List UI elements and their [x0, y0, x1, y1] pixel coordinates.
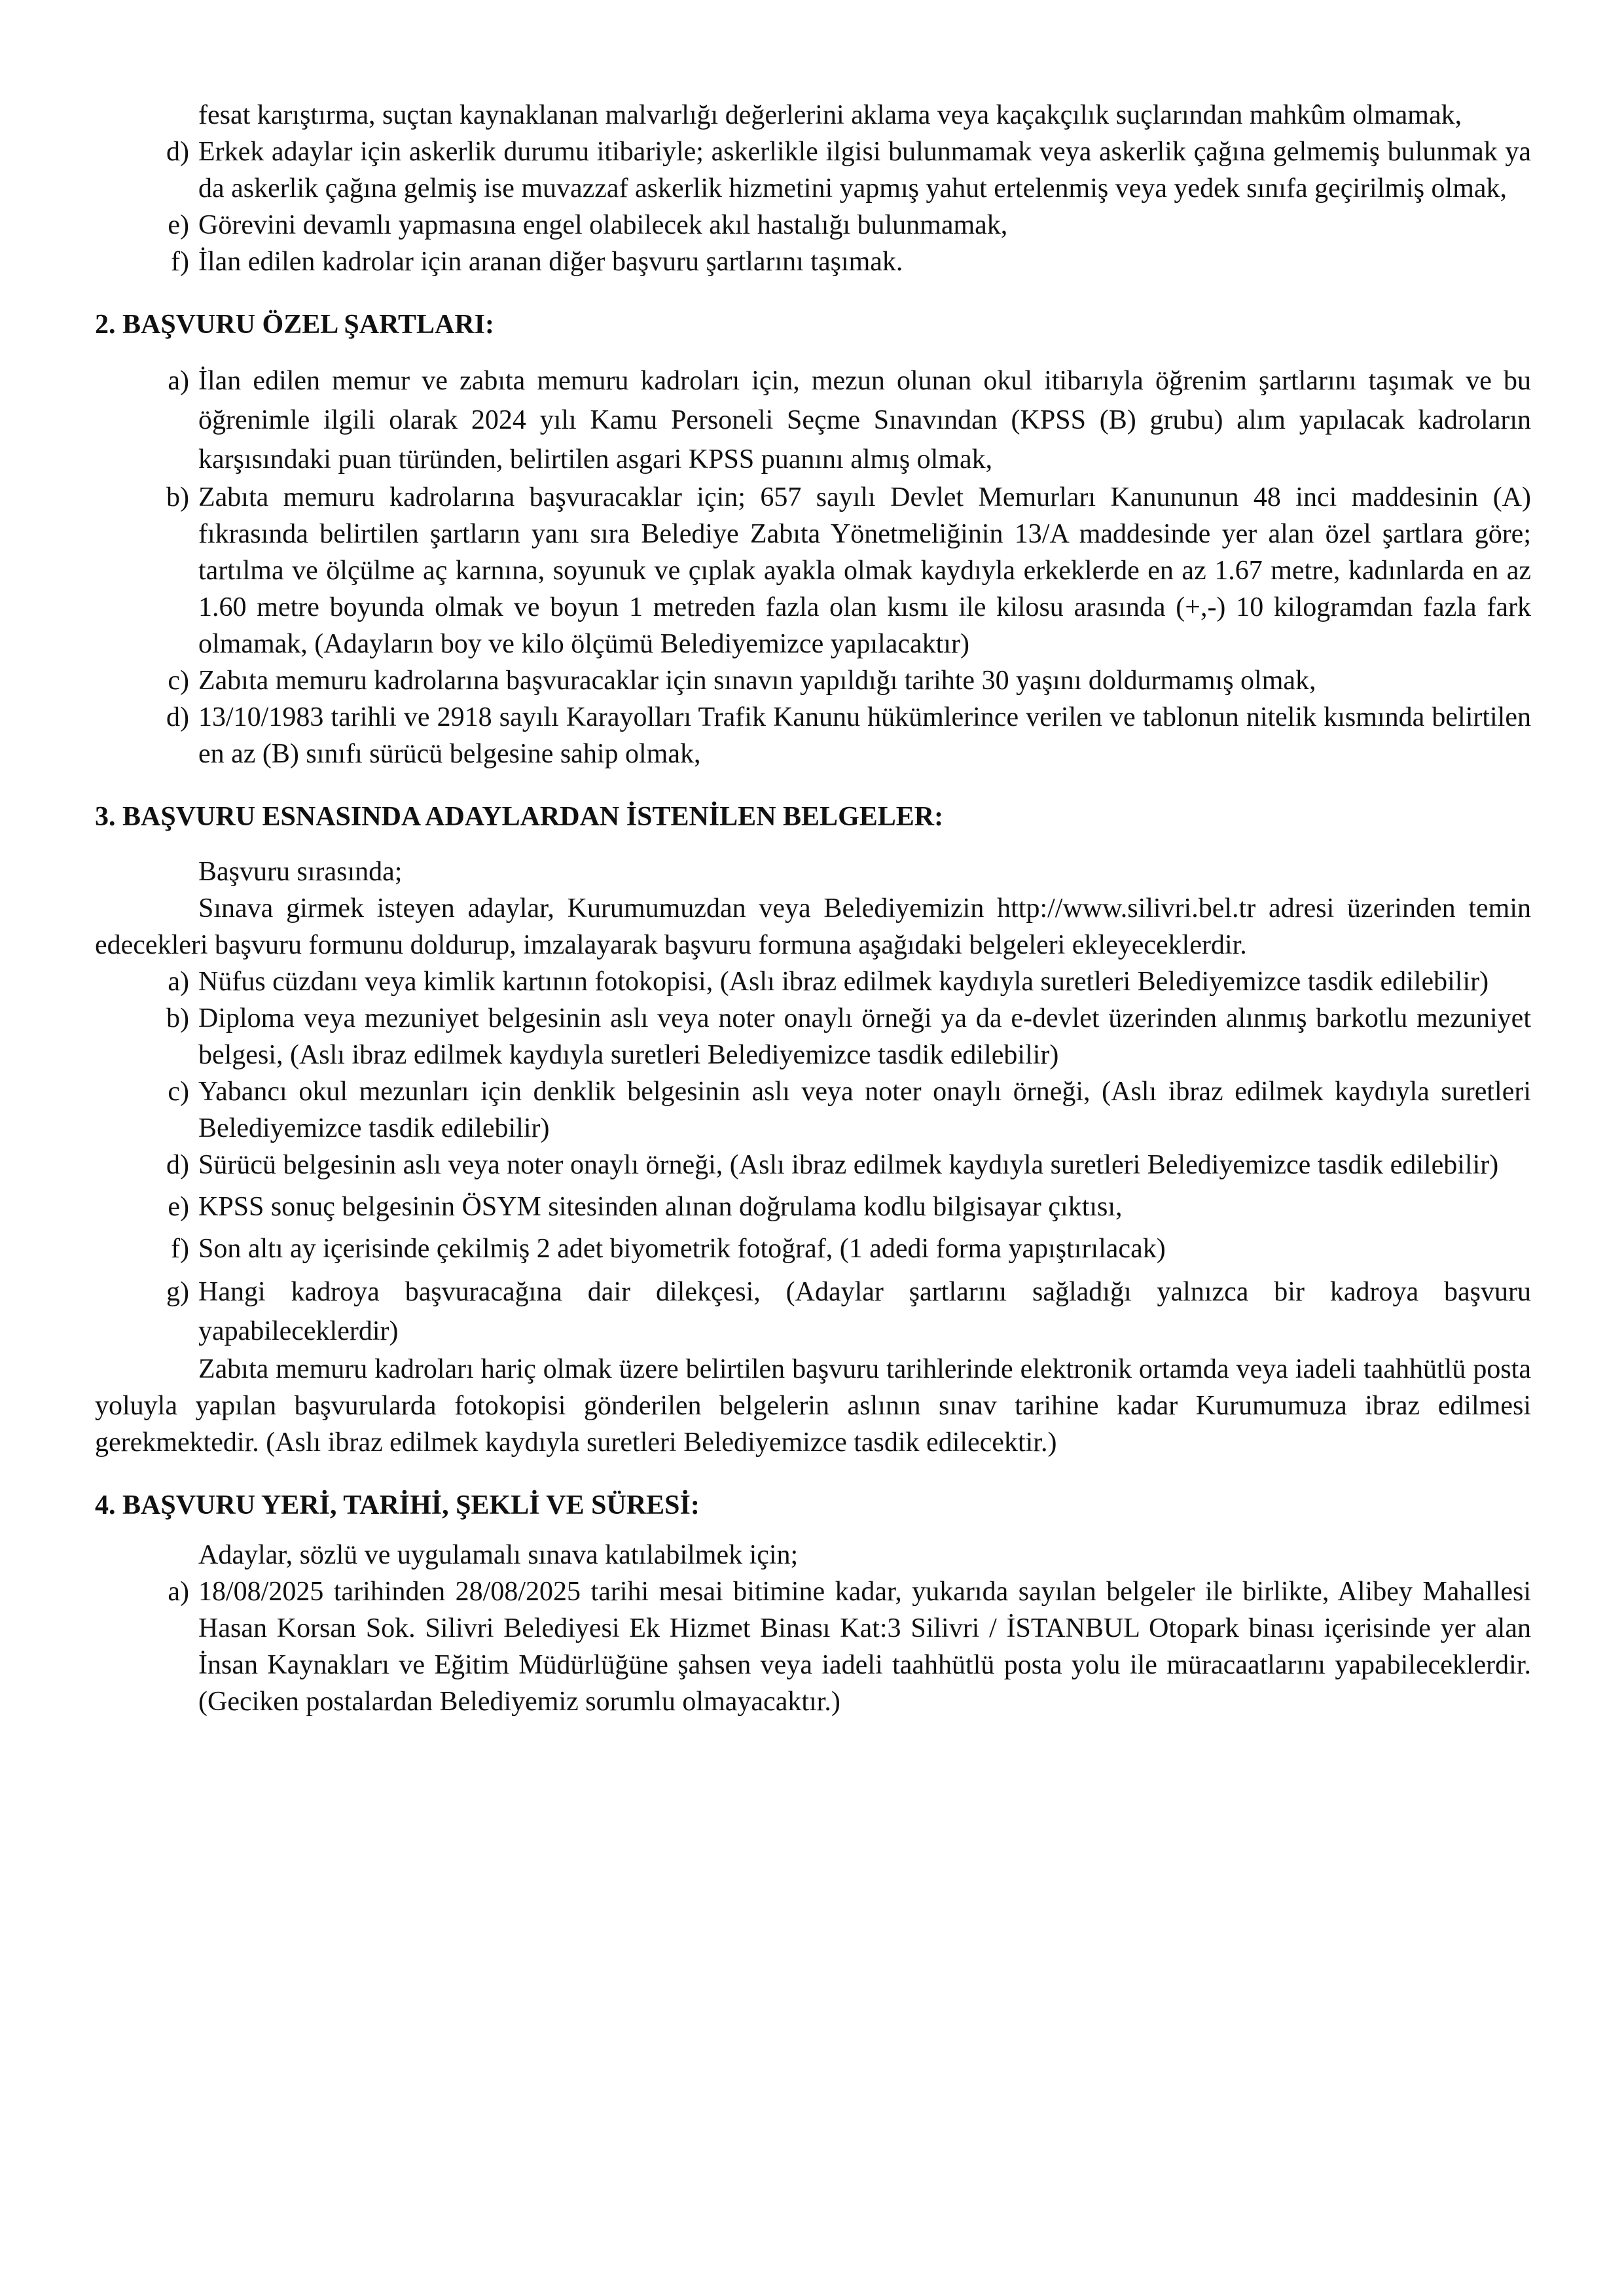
- list-item: [95, 1189, 1531, 1225]
- section-heading-istenilen-belgeler: 3. BAŞVURU ESNASINDA ADAYLARDAN İSTENİLEN BELGELER:: [95, 802, 944, 832]
- list-label: e): [168, 1192, 189, 1222]
- list-label: f): [171, 247, 189, 277]
- intro-line: Başvuru sırasında;: [198, 857, 403, 887]
- list-label: b): [166, 1003, 189, 1033]
- list-label: a): [168, 1577, 189, 1607]
- list-item: [95, 1000, 1531, 1073]
- list-text: Diploma veya mezuniyet belgesinin aslı veya noter onaylı örneği ya da e-devlet üzerinden alınmış barkotlu mezuniyet belgesi, (Aslı ibraz edilmek kaydıyla suretleri Belediyemizce tasdik edilebilir): [198, 1003, 1531, 1070]
- list-text: Zabıta memuru kadrolarına başvuracaklar için sınavın yapıldığı tarihte 30 yaşını doldurmamış olmak,: [198, 666, 1316, 696]
- list-label: b): [166, 482, 189, 512]
- list-text: 13/10/1983 tarihli ve 2918 sayılı Karayolları Trafik Kanunu hükümlerince verilen ve tablonun nitelik kısmında belirtilen en az (B) sınıfı sürücü belgesine sahip olmak,: [198, 702, 1531, 769]
- list-text: Görevini devamlı yapmasına engel olabilecek akıl hastalığı bulunmamak,: [198, 210, 1008, 240]
- list-item: [95, 243, 1531, 280]
- list-text: Nüfus cüzdanı veya kimlik kartının fotokopisi, (Aslı ibraz edilmek kaydıyla suretleri Belediyemizce tasdik edilebilir): [198, 967, 1489, 997]
- list-label: a): [168, 366, 189, 396]
- list-item: [95, 1073, 1531, 1147]
- list-text: 18/08/2025 tarihinden 28/08/2025 tarihi mesai bitimine kadar, yukarıda sayılan belgeler ile birlikte, Alibey Mahallesi Hasan Korsan Sok. Silivri Belediyesi Ek Hizmet Binası Kat:3 Silivri / İSTANBUL Otopark binası içerisinde yer alan İnsan Kaynakları ve Eğitim Müdürlüğüne şahsen veya iadeli taahhütlü posta yolu ile müracaatlarını yapabileceklerdir. (Geciken postalardan Belediyemiz sorumlu olmayacaktır.): [198, 1577, 1531, 1717]
- list-label: d): [166, 1150, 189, 1180]
- section-heading-ozel-sartlar: 2. BAŞVURU ÖZEL ŞARTLARI:: [95, 310, 494, 340]
- list-text: İlan edilen memur ve zabıta memuru kadroları için, mezun olunan okul itibarıyla öğrenim şartlarını taşımak ve bu öğrenimle ilgili olarak 2024 yılı Kamu Personeli Seçme Sınavından (KPSS (B) grubu) alım yapılacak kadroların karşısındaki puan türünden, belirtilen asgari KPSS puanını almış olmak,: [198, 366, 1531, 475]
- list-text: Son altı ay içerisinde çekilmiş 2 adet biyometrik fotoğraf, (1 adedi forma yapıştırılacak): [198, 1234, 1166, 1264]
- intro-paragraph: Sınava girmek isteyen adaylar, Kurumumuzdan veya Belediyemizin http://www.silivri.bel.tr adresi üzerinden temin edecekleri başvuru formunu doldurup, imzalayarak başvuru formuna aşağıdaki belgeleri ekleyeceklerdir.: [95, 893, 1531, 960]
- list-label: f): [171, 1234, 189, 1264]
- list-text: Sürücü belgesinin aslı veya noter onaylı örneği, (Aslı ibraz edilmek kaydıyla suretleri Belediyemizce tasdik edilebilir): [198, 1150, 1499, 1180]
- list-label: g): [166, 1277, 189, 1307]
- continued-paragraph: fesat karıştırma, suçtan kaynaklanan malvarlığı değerlerini aklama veya kaçakçılık suçlarından mahkûm olmamak,: [198, 100, 1462, 130]
- list-text: Yabancı okul mezunları için denklik belgesinin aslı veya noter onaylı örneği, (Aslı ibraz edilmek kaydıyla suretleri Belediyemizce tasdik edilebilir): [198, 1077, 1531, 1143]
- list-label: d): [166, 702, 189, 732]
- list-item: [95, 207, 1531, 243]
- list-item: [95, 699, 1531, 772]
- list-item: [95, 361, 1531, 479]
- list-item: [95, 963, 1531, 1000]
- list-text: Hangi kadroya başvuracağına dair dilekçesi, (Adaylar şartlarını sağladığı yalnızca bir kadroya başvuru yapabileceklerdir): [198, 1277, 1531, 1346]
- list-text: Erkek adaylar için askerlik durumu itibariyle; askerlikle ilgisi bulunmamak veya askerlik çağına gelmemiş bulunmak ya da askerlik çağına gelmiş ise muvazzaf askerlik hizmetini yapmış yahut ertelenmiş veya yedek sınıfa geçirilmiş olmak,: [198, 137, 1531, 204]
- list-text: KPSS sonuç belgesinin ÖSYM sitesinden alınan doğrulama kodlu bilgisayar çıktısı,: [198, 1192, 1123, 1222]
- list-label: c): [168, 1077, 189, 1107]
- list-item: [95, 479, 1531, 662]
- list-text: Zabıta memuru kadrolarına başvuracaklar için; 657 sayılı Devlet Memurları Kanununun 48 inci maddesinin (A) fıkrasında belirtilen şartların yanı sıra Belediye Zabıta Yönetmeliğinin 13/A maddesinde yer alan özel şartlara göre; tartılma ve ölçülme aç karnına, soyunuk ve çıplak ayakla olmak kaydıyla erkeklerde en az 1.67 metre, kadınlarda en az 1.60 metre boyunda olmak ve boyun 1 metreden fazla olan kısmı ile kilosu arasında (+,-) 10 kilogramdan fazla fark olmamak, (Adayların boy ve kilo ölçümü Belediyemizce yapılacaktır): [198, 482, 1531, 659]
- document-body: [95, 97, 1531, 1720]
- list-label: d): [166, 137, 189, 167]
- list-label: a): [168, 967, 189, 997]
- list-label: c): [168, 666, 189, 696]
- list-item: [95, 1573, 1531, 1720]
- section-heading-basvuru-yeri: 4. BAŞVURU YERİ, TARİHİ, ŞEKLİ VE SÜRESİ:: [95, 1490, 700, 1520]
- list-item: [95, 134, 1531, 207]
- intro-line: Adaylar, sözlü ve uygulamalı sınava katılabilmek için;: [198, 1540, 799, 1570]
- closing-paragraph: Zabıta memuru kadroları hariç olmak üzere belirtilen başvuru tarihlerinde elektronik ortamda veya iadeli taahhütlü posta yoluyla yapılan başvurularda fotokopisi gönderilen belgelerin aslının sınav tarihine kadar Kurumumuza ibraz edilmesi gerekmektedir. (Aslı ibraz edilmek kaydıyla suretleri Belediyemizce tasdik edilecektir.): [95, 1354, 1531, 1458]
- list-item: [95, 1230, 1531, 1267]
- list-text: İlan edilen kadrolar için aranan diğer başvuru şartlarını taşımak.: [198, 247, 903, 277]
- list-item: [95, 1147, 1531, 1183]
- list-item: [95, 1272, 1531, 1351]
- list-item: [95, 662, 1531, 699]
- list-label: e): [168, 210, 189, 240]
